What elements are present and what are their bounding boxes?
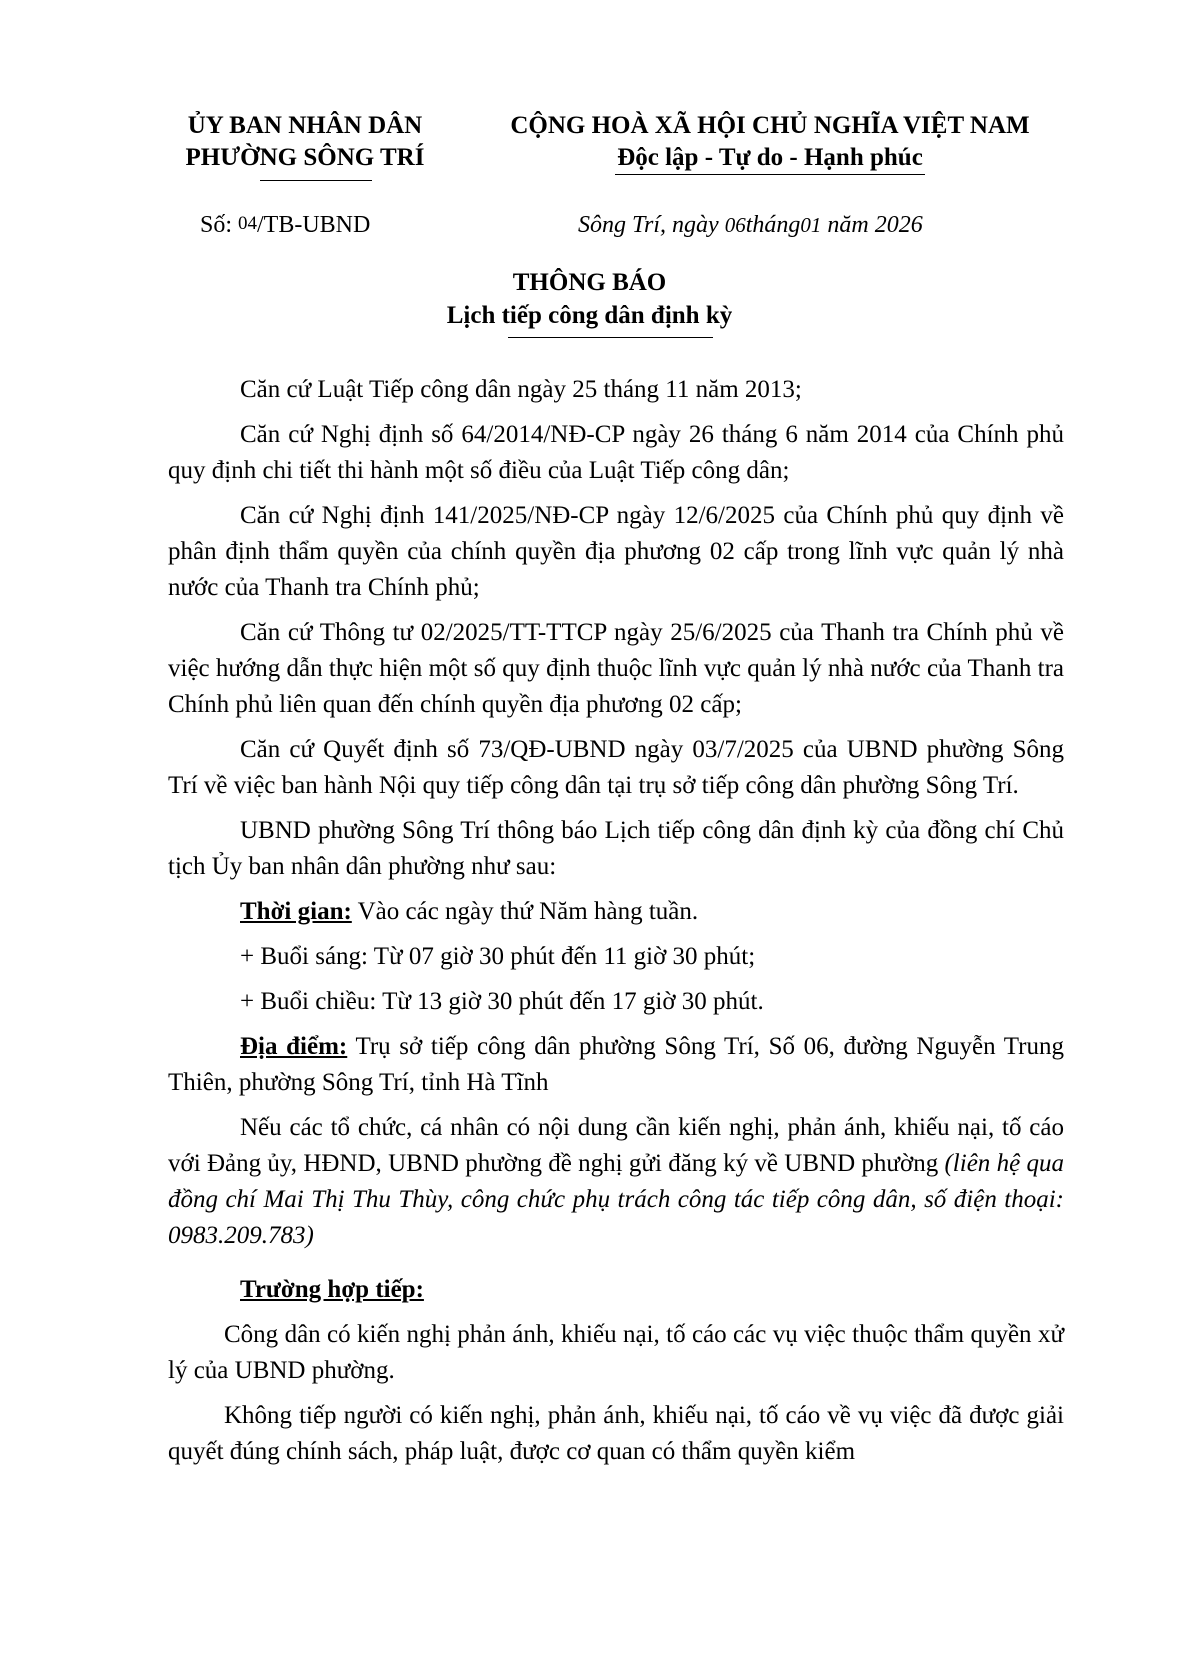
registration-text: Nếu các tổ chức, cá nhân có nội dung cần kiến nghị, phản ánh, khiếu nại, tố cáo với Đảng ủy, HĐND, UBND phường đề nghị gửi đăng ký về UBND phường	[168, 1114, 1064, 1177]
nation-name: CỘNG HOÀ XÃ HỘI CHỦ NGHĨA VIỆT NAM	[510, 112, 1030, 139]
title-main: THÔNG BÁO	[512, 269, 667, 296]
authority-underline	[260, 180, 372, 181]
date-month-label: tháng	[745, 212, 801, 238]
issuing-authority	[170, 110, 440, 174]
number-suffix: /TB-UBND	[257, 212, 371, 238]
number-prefix: Số:	[200, 212, 233, 238]
legal-basis-5: Căn cứ Quyết định số 73/QĐ-UBND ngày 03/7/2025 của UBND phường Sông Trí về việc ban hành Nội quy tiếp công dân tại trụ sở tiếp công dân phường Sông Trí.	[168, 736, 1064, 799]
location-label: Địa điểm:	[240, 1033, 348, 1060]
contact-info: (liên hệ qua đồng chí Mai Thị Thu Thùy, công chức phụ trách công tác tiếp công dân, số điện thoại: 0983.209.783)	[168, 1150, 1064, 1249]
location-text: Trụ sở tiếp công dân phường Sông Trí, Số 06, đường Nguyễn Trung Thiên, phường Sông Trí, tỉnh Hà Tĩnh	[168, 1033, 1064, 1096]
place-and-date	[578, 210, 923, 240]
date-year: năm 2026	[827, 212, 923, 238]
legal-basis-1: Căn cứ Luật Tiếp công dân ngày 25 tháng 11 năm 2013;	[240, 376, 802, 403]
time-label: Thời gian:	[240, 898, 352, 925]
national-heading	[480, 110, 1060, 175]
date-month: 01	[800, 213, 822, 237]
cases-heading	[168, 1272, 1064, 1308]
legal-basis-2: Căn cứ Nghị định số 64/2014/NĐ-CP ngày 26 tháng 6 năm 2014 của Chính phủ quy định chi tiết thi hành một số điều của Luật Tiếp công dân;	[168, 421, 1064, 484]
schedule-time	[168, 894, 1064, 930]
legal-basis-4: Căn cứ Thông tư 02/2025/TT-TTCP ngày 25/6/2025 của Thanh tra Chính phủ về việc hướng dẫn thực hiện một số quy định thuộc lĩnh vực quản lý nhà nước của Thanh tra Chính phủ liên quan đến chính quyền địa phương 02 cấp;	[168, 619, 1064, 718]
legal-basis-3: Căn cứ Nghị định 141/2025/NĐ-CP ngày 12/6/2025 của Chính phủ quy định về phân định thẩm quyền của chính quyền địa phương 02 cấp trong lĩnh vực quản lý nhà nước của Thanh tra Chính phủ;	[168, 502, 1064, 601]
document-title	[0, 266, 1179, 332]
document-body	[168, 372, 1064, 1479]
cases-label: Trường hợp tiếp:	[240, 1276, 424, 1303]
number-value: 04	[238, 213, 258, 234]
title-sub: Lịch tiếp công dân định kỳ	[446, 302, 733, 329]
schedule-afternoon: + Buổi chiều: Từ 13 giờ 30 phút đến 17 giờ 30 phút.	[240, 988, 764, 1015]
schedule-location	[168, 1029, 1064, 1101]
cases-accepted: Công dân có kiến nghị phản ánh, khiếu nại, tố cáo các vụ việc thuộc thẩm quyền xử lý của UBND phường.	[168, 1321, 1064, 1384]
schedule-morning: + Buổi sáng: Từ 07 giờ 30 phút đến 11 giờ 30 phút;	[240, 943, 756, 970]
authority-line-1: ỦY BAN NHÂN DÂN	[187, 112, 423, 139]
date-place: Sông Trí, ngày	[578, 212, 719, 238]
national-motto: Độc lập - Tự do - Hạnh phúc	[615, 144, 925, 175]
registration-note	[168, 1110, 1064, 1254]
cases-rejected: Không tiếp người có kiến nghị, phản ánh, khiếu nại, tố cáo về vụ việc đã được giải quyết đúng chính sách, pháp luật, được cơ quan có thẩm quyền kiểm	[168, 1402, 1064, 1465]
title-underline	[508, 337, 713, 338]
document-number	[200, 210, 370, 242]
time-text: Vào các ngày thứ Năm hàng tuần.	[351, 898, 699, 925]
authority-line-2: PHƯỜNG SÔNG TRÍ	[185, 144, 425, 171]
announcement-intro: UBND phường Sông Trí thông báo Lịch tiếp công dân định kỳ của đồng chí Chủ tịch Ủy ban nhân dân phường như sau:	[168, 817, 1064, 880]
date-day: 06	[724, 213, 746, 237]
